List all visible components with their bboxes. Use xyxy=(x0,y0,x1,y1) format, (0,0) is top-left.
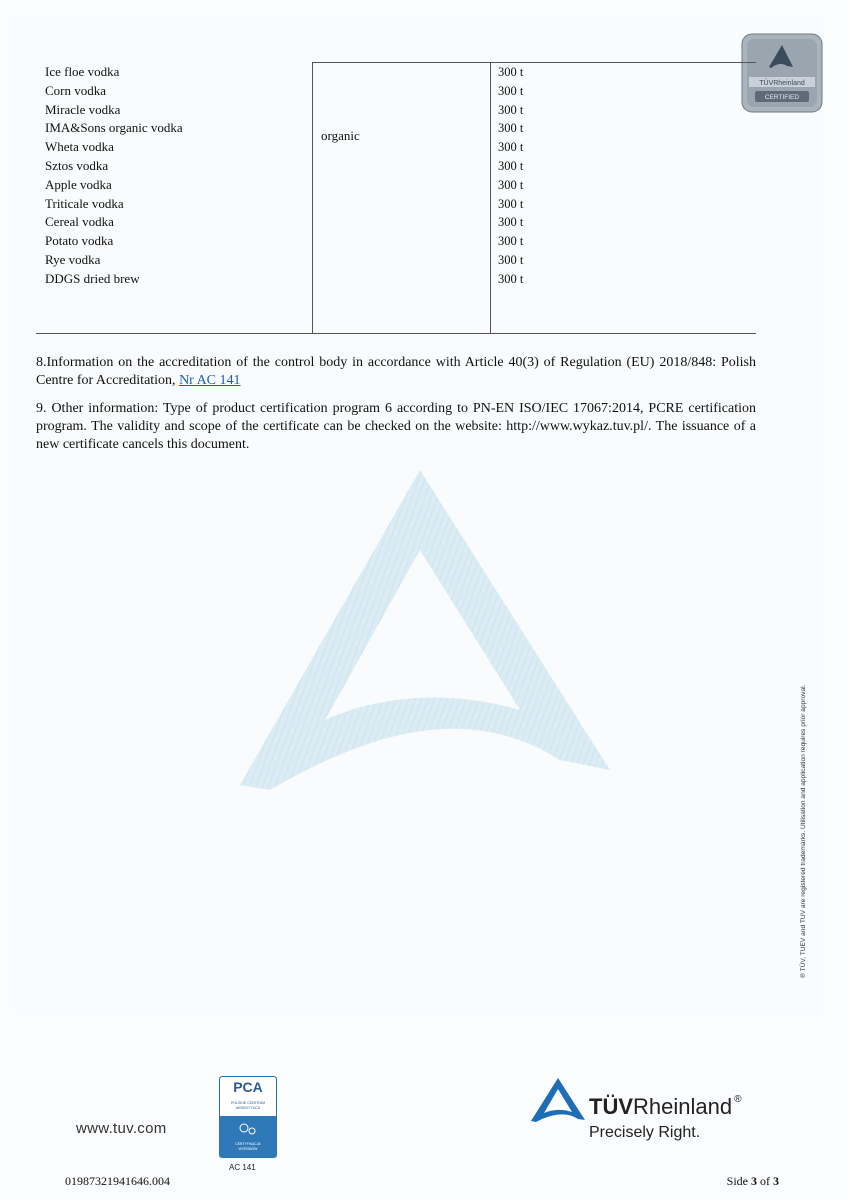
tuv-triangle-logo-icon xyxy=(531,1078,585,1122)
quantity-item: 300 t xyxy=(498,158,524,173)
pca-number: AC 141 xyxy=(229,1163,256,1172)
pca-accreditation-logo-icon xyxy=(219,1076,277,1160)
pca-abbr: PCA xyxy=(233,1079,263,1095)
quantity-item: 300 t xyxy=(498,215,524,230)
quantity-item: 300 t xyxy=(498,177,524,192)
registered-mark: ® xyxy=(734,1094,742,1105)
other-information-paragraph: 9. Other information: Type of product certification program 6 according to PN-EN ISO/IEC 17067:2014, PCRE certification program. The validity and scope of the certificate can be checked on the website: http://www.wykaz.tuv.pl/. The issuance of a new certificate cancels this document. xyxy=(36,401,756,452)
product-item: IMA&Sons organic vodka xyxy=(45,120,183,136)
product-list xyxy=(45,63,183,289)
table-column-divider xyxy=(312,62,313,334)
product-table xyxy=(36,62,756,334)
tuv-brand-name xyxy=(589,1094,741,1120)
pca-line2: AKREDYTACJI xyxy=(235,1106,261,1110)
quantity-item: 300 t xyxy=(498,271,524,286)
quantity-item: 300 t xyxy=(498,196,524,211)
product-item: Ice floe vodka xyxy=(45,64,120,79)
table-top-border xyxy=(312,62,756,63)
accreditation-text: 8.Information on the accreditation of the control body in accordance with Article 40(3) of Regulation (EU) 2018/848: Polish Centre for Accreditation, xyxy=(36,355,756,388)
tuv-slogan: Precisely Right. xyxy=(589,1124,701,1141)
tuv-brand-rest: Rheinland xyxy=(633,1094,733,1119)
quantity-item: 300 t xyxy=(498,83,524,98)
page-current: 3 xyxy=(751,1174,757,1188)
product-item: Rye vodka xyxy=(45,251,101,267)
page-number xyxy=(727,1174,779,1189)
quantity-item: 300 t xyxy=(498,65,524,79)
quantity-item: 300 t xyxy=(498,121,524,136)
product-item: Sztos vodka xyxy=(45,157,109,173)
document-number: 01987321941646.004 xyxy=(65,1174,170,1188)
pca-cert2: WYROBÓW xyxy=(238,1147,258,1151)
product-item: Triticale vodka xyxy=(45,195,124,211)
table-bottom-border xyxy=(36,333,756,334)
quantity-item: 300 t xyxy=(498,102,524,117)
quantity-item: 300 t xyxy=(498,252,524,267)
quantity-list xyxy=(498,63,523,289)
tuv-watermark-icon xyxy=(230,470,610,800)
page-number-of: of xyxy=(757,1174,773,1188)
pca-line1: POLSKIE CENTRUM xyxy=(230,1101,266,1105)
footer-website[interactable]: www.tuv.com xyxy=(76,1120,167,1137)
product-item: Cereal vodka xyxy=(45,214,114,230)
tuv-brand-bold: TÜV xyxy=(589,1094,633,1119)
trademark-notice: ® TÜV, TUEV and TUV are registered trademarks. Utilisation and application requires prior approval. xyxy=(800,684,807,978)
quantity-item: 300 t xyxy=(498,140,524,155)
product-item: Wheta vodka xyxy=(45,139,114,155)
badge-brand: TÜVRheinland xyxy=(759,80,805,87)
product-item: Miracle vodka xyxy=(45,101,121,117)
pca-cert1: CERTYFIKACJA xyxy=(235,1142,261,1146)
product-item: Potato vodka xyxy=(45,233,114,249)
page-number-prefix: Side xyxy=(726,1174,751,1188)
accreditation-link[interactable]: Nr AC 141 xyxy=(179,373,241,388)
product-item: DDGS dried brew xyxy=(45,270,140,286)
product-item: Apple vodka xyxy=(45,176,112,192)
page-total: 3 xyxy=(773,1174,779,1188)
production-method: organic xyxy=(321,128,360,143)
badge-label: CERTIFIED xyxy=(764,94,800,101)
quantity-item: 300 t xyxy=(498,234,524,249)
product-item: Corn vodka xyxy=(45,82,107,98)
accreditation-paragraph xyxy=(36,354,756,390)
table-column-divider xyxy=(490,62,491,334)
